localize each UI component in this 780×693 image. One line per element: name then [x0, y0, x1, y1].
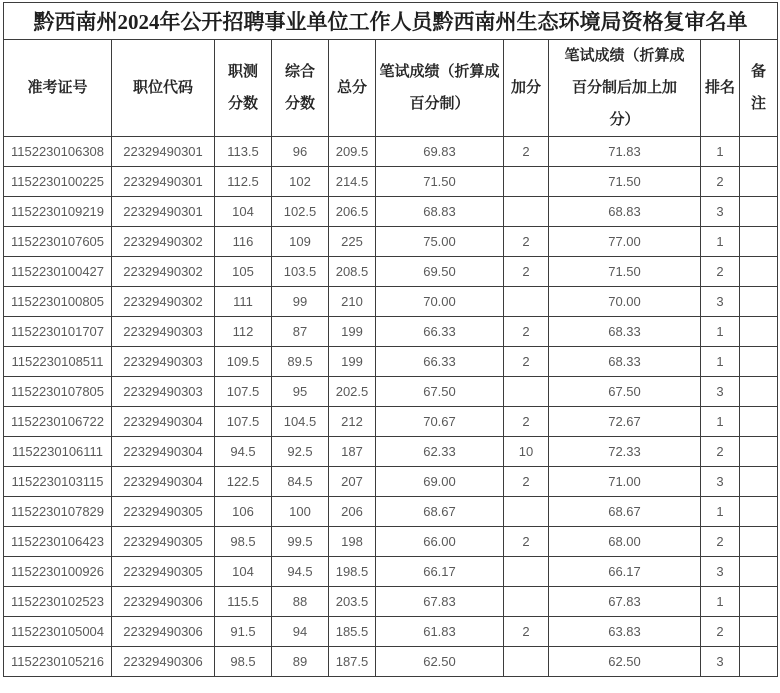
table-row [4, 137, 778, 167]
cell-written-score-converted: 71.50 [376, 167, 504, 197]
cell-position-code: 22329490304 [112, 437, 215, 467]
cell-written-score-converted: 68.83 [376, 197, 504, 227]
cell-aptitude-test-score: 91.5 [215, 617, 272, 647]
cell-rank: 2 [701, 437, 740, 467]
table-row [4, 587, 778, 617]
cell-aptitude-test-score: 107.5 [215, 407, 272, 437]
cell-position-code: 22329490305 [112, 497, 215, 527]
cell-position-code: 22329490301 [112, 137, 215, 167]
cell-bonus-points [504, 377, 549, 407]
column-header-written-score-converted: 笔试成绩（折算成 百分制） [376, 40, 504, 137]
cell-comprehensive-score: 99 [272, 287, 329, 317]
cell-written-score-converted: 61.83 [376, 617, 504, 647]
table-row [4, 377, 778, 407]
cell-comprehensive-score: 95 [272, 377, 329, 407]
cell-admission-ticket-number: 1152230102523 [4, 587, 112, 617]
cell-comprehensive-score: 84.5 [272, 467, 329, 497]
roster-table [3, 2, 778, 677]
cell-aptitude-test-score: 109.5 [215, 347, 272, 377]
cell-written-score-converted: 68.67 [376, 497, 504, 527]
cell-comprehensive-score: 102.5 [272, 197, 329, 227]
table-row [4, 287, 778, 317]
cell-aptitude-test-score: 113.5 [215, 137, 272, 167]
cell-admission-ticket-number: 1152230106111 [4, 437, 112, 467]
cell-admission-ticket-number: 1152230100225 [4, 167, 112, 197]
cell-bonus-points: 2 [504, 617, 549, 647]
cell-position-code: 22329490302 [112, 287, 215, 317]
cell-written-score-with-bonus: 71.50 [549, 257, 701, 287]
table-row [4, 227, 778, 257]
cell-written-score-with-bonus: 71.83 [549, 137, 701, 167]
cell-total-score: 225 [329, 227, 376, 257]
table-row [4, 167, 778, 197]
cell-position-code: 22329490305 [112, 527, 215, 557]
cell-aptitude-test-score: 111 [215, 287, 272, 317]
cell-comprehensive-score: 89 [272, 647, 329, 677]
cell-aptitude-test-score: 104 [215, 557, 272, 587]
cell-remarks [740, 527, 778, 557]
cell-bonus-points [504, 647, 549, 677]
cell-position-code: 22329490303 [112, 347, 215, 377]
cell-written-score-converted: 66.17 [376, 557, 504, 587]
cell-total-score: 206 [329, 497, 376, 527]
cell-written-score-with-bonus: 62.50 [549, 647, 701, 677]
cell-admission-ticket-number: 1152230101707 [4, 317, 112, 347]
cell-bonus-points: 2 [504, 347, 549, 377]
cell-total-score: 187.5 [329, 647, 376, 677]
cell-admission-ticket-number: 1152230105216 [4, 647, 112, 677]
cell-remarks [740, 617, 778, 647]
cell-admission-ticket-number: 1152230106423 [4, 527, 112, 557]
table-body [4, 137, 778, 677]
cell-admission-ticket-number: 1152230105004 [4, 617, 112, 647]
cell-written-score-converted: 69.00 [376, 467, 504, 497]
cell-bonus-points [504, 287, 549, 317]
cell-admission-ticket-number: 1152230103115 [4, 467, 112, 497]
cell-remarks [740, 287, 778, 317]
cell-written-score-with-bonus: 63.83 [549, 617, 701, 647]
cell-total-score: 208.5 [329, 257, 376, 287]
table-row [4, 617, 778, 647]
cell-admission-ticket-number: 1152230109219 [4, 197, 112, 227]
cell-written-score-converted: 69.50 [376, 257, 504, 287]
table-row [4, 257, 778, 287]
cell-bonus-points: 2 [504, 317, 549, 347]
cell-comprehensive-score: 87 [272, 317, 329, 347]
cell-total-score: 199 [329, 317, 376, 347]
cell-aptitude-test-score: 106 [215, 497, 272, 527]
cell-aptitude-test-score: 104 [215, 197, 272, 227]
cell-written-score-with-bonus: 72.33 [549, 437, 701, 467]
cell-admission-ticket-number: 1152230106722 [4, 407, 112, 437]
cell-written-score-with-bonus: 68.33 [549, 347, 701, 377]
cell-total-score: 199 [329, 347, 376, 377]
cell-rank: 1 [701, 137, 740, 167]
cell-written-score-with-bonus: 67.83 [549, 587, 701, 617]
cell-rank: 3 [701, 647, 740, 677]
cell-rank: 2 [701, 167, 740, 197]
cell-rank: 2 [701, 617, 740, 647]
cell-admission-ticket-number: 1152230100926 [4, 557, 112, 587]
cell-comprehensive-score: 100 [272, 497, 329, 527]
table-row [4, 497, 778, 527]
column-header-comprehensive-score: 综合 分数 [272, 40, 329, 137]
table-row [4, 557, 778, 587]
cell-total-score: 210 [329, 287, 376, 317]
cell-position-code: 22329490306 [112, 647, 215, 677]
column-header-aptitude-test-score: 职测 分数 [215, 40, 272, 137]
cell-remarks [740, 257, 778, 287]
cell-aptitude-test-score: 115.5 [215, 587, 272, 617]
table-row [4, 197, 778, 227]
cell-rank: 3 [701, 557, 740, 587]
cell-admission-ticket-number: 1152230107829 [4, 497, 112, 527]
cell-rank: 3 [701, 197, 740, 227]
cell-written-score-converted: 66.00 [376, 527, 504, 557]
cell-written-score-converted: 69.83 [376, 137, 504, 167]
cell-bonus-points: 2 [504, 407, 549, 437]
cell-written-score-converted: 70.67 [376, 407, 504, 437]
table-row [4, 527, 778, 557]
cell-written-score-converted: 66.33 [376, 347, 504, 377]
cell-aptitude-test-score: 122.5 [215, 467, 272, 497]
cell-aptitude-test-score: 94.5 [215, 437, 272, 467]
cell-remarks [740, 317, 778, 347]
cell-aptitude-test-score: 98.5 [215, 527, 272, 557]
column-header-total-score: 总分 [329, 40, 376, 137]
cell-rank: 3 [701, 287, 740, 317]
cell-written-score-with-bonus: 70.00 [549, 287, 701, 317]
cell-position-code: 22329490303 [112, 317, 215, 347]
cell-total-score: 212 [329, 407, 376, 437]
cell-rank: 2 [701, 527, 740, 557]
cell-written-score-with-bonus: 71.00 [549, 467, 701, 497]
cell-bonus-points: 2 [504, 137, 549, 167]
cell-bonus-points [504, 197, 549, 227]
cell-bonus-points [504, 497, 549, 527]
cell-admission-ticket-number: 1152230100427 [4, 257, 112, 287]
cell-position-code: 22329490304 [112, 467, 215, 497]
cell-admission-ticket-number: 1152230106308 [4, 137, 112, 167]
table-row [4, 317, 778, 347]
cell-aptitude-test-score: 112 [215, 317, 272, 347]
cell-position-code: 22329490305 [112, 557, 215, 587]
cell-rank: 1 [701, 227, 740, 257]
cell-comprehensive-score: 92.5 [272, 437, 329, 467]
cell-aptitude-test-score: 107.5 [215, 377, 272, 407]
cell-position-code: 22329490306 [112, 587, 215, 617]
cell-remarks [740, 467, 778, 497]
column-header-admission-ticket-number: 准考证号 [4, 40, 112, 137]
cell-admission-ticket-number: 1152230107605 [4, 227, 112, 257]
cell-comprehensive-score: 102 [272, 167, 329, 197]
cell-admission-ticket-number: 1152230108511 [4, 347, 112, 377]
cell-comprehensive-score: 109 [272, 227, 329, 257]
title-row [4, 3, 778, 40]
cell-comprehensive-score: 99.5 [272, 527, 329, 557]
cell-rank: 1 [701, 497, 740, 527]
cell-comprehensive-score: 103.5 [272, 257, 329, 287]
table-row [4, 467, 778, 497]
cell-written-score-converted: 67.50 [376, 377, 504, 407]
header-row [4, 40, 778, 137]
cell-admission-ticket-number: 1152230107805 [4, 377, 112, 407]
cell-bonus-points: 2 [504, 257, 549, 287]
cell-position-code: 22329490301 [112, 167, 215, 197]
cell-rank: 3 [701, 377, 740, 407]
cell-written-score-converted: 62.50 [376, 647, 504, 677]
cell-remarks [740, 227, 778, 257]
cell-position-code: 22329490303 [112, 377, 215, 407]
column-header-remarks: 备 注 [740, 40, 778, 137]
cell-position-code: 22329490301 [112, 197, 215, 227]
cell-rank: 1 [701, 407, 740, 437]
cell-written-score-converted: 67.83 [376, 587, 504, 617]
cell-total-score: 203.5 [329, 587, 376, 617]
cell-remarks [740, 647, 778, 677]
cell-aptitude-test-score: 105 [215, 257, 272, 287]
cell-total-score: 187 [329, 437, 376, 467]
table-row [4, 407, 778, 437]
cell-position-code: 22329490304 [112, 407, 215, 437]
cell-written-score-with-bonus: 68.83 [549, 197, 701, 227]
cell-total-score: 202.5 [329, 377, 376, 407]
cell-written-score-with-bonus: 68.00 [549, 527, 701, 557]
cell-remarks [740, 347, 778, 377]
cell-position-code: 22329490306 [112, 617, 215, 647]
cell-comprehensive-score: 104.5 [272, 407, 329, 437]
cell-remarks [740, 437, 778, 467]
cell-written-score-converted: 75.00 [376, 227, 504, 257]
column-header-position-code: 职位代码 [112, 40, 215, 137]
cell-bonus-points: 10 [504, 437, 549, 467]
cell-written-score-with-bonus: 66.17 [549, 557, 701, 587]
cell-total-score: 206.5 [329, 197, 376, 227]
page-title: 黔西南州2024年公开招聘事业单位工作人员黔西南州生态环境局资格复审名单 [4, 3, 778, 40]
cell-aptitude-test-score: 112.5 [215, 167, 272, 197]
cell-remarks [740, 497, 778, 527]
cell-written-score-with-bonus: 77.00 [549, 227, 701, 257]
cell-aptitude-test-score: 98.5 [215, 647, 272, 677]
cell-written-score-with-bonus: 72.67 [549, 407, 701, 437]
cell-bonus-points [504, 587, 549, 617]
cell-bonus-points [504, 167, 549, 197]
cell-bonus-points: 2 [504, 527, 549, 557]
column-header-rank: 排名 [701, 40, 740, 137]
cell-total-score: 207 [329, 467, 376, 497]
cell-comprehensive-score: 94.5 [272, 557, 329, 587]
cell-remarks [740, 197, 778, 227]
cell-remarks [740, 557, 778, 587]
cell-comprehensive-score: 88 [272, 587, 329, 617]
cell-written-score-with-bonus: 68.33 [549, 317, 701, 347]
table-row [4, 437, 778, 467]
cell-total-score: 198.5 [329, 557, 376, 587]
column-header-bonus-points: 加分 [504, 40, 549, 137]
cell-written-score-converted: 62.33 [376, 437, 504, 467]
cell-rank: 1 [701, 587, 740, 617]
cell-remarks [740, 587, 778, 617]
cell-remarks [740, 377, 778, 407]
table-row [4, 347, 778, 377]
cell-aptitude-test-score: 116 [215, 227, 272, 257]
table-row [4, 647, 778, 677]
cell-remarks [740, 167, 778, 197]
column-header-written-score-with-bonus: 笔试成绩（折算成 百分制后加上加 分） [549, 40, 701, 137]
cell-bonus-points: 2 [504, 467, 549, 497]
cell-comprehensive-score: 94 [272, 617, 329, 647]
cell-rank: 2 [701, 257, 740, 287]
cell-position-code: 22329490302 [112, 257, 215, 287]
cell-written-score-converted: 70.00 [376, 287, 504, 317]
cell-written-score-with-bonus: 68.67 [549, 497, 701, 527]
cell-comprehensive-score: 96 [272, 137, 329, 167]
cell-admission-ticket-number: 1152230100805 [4, 287, 112, 317]
cell-position-code: 22329490302 [112, 227, 215, 257]
cell-bonus-points: 2 [504, 227, 549, 257]
cell-total-score: 198 [329, 527, 376, 557]
cell-comprehensive-score: 89.5 [272, 347, 329, 377]
cell-rank: 3 [701, 467, 740, 497]
cell-written-score-with-bonus: 67.50 [549, 377, 701, 407]
cell-written-score-with-bonus: 71.50 [549, 167, 701, 197]
cell-rank: 1 [701, 347, 740, 377]
cell-total-score: 185.5 [329, 617, 376, 647]
cell-rank: 1 [701, 317, 740, 347]
cell-remarks [740, 137, 778, 167]
cell-bonus-points [504, 557, 549, 587]
cell-total-score: 209.5 [329, 137, 376, 167]
cell-remarks [740, 407, 778, 437]
cell-written-score-converted: 66.33 [376, 317, 504, 347]
cell-total-score: 214.5 [329, 167, 376, 197]
